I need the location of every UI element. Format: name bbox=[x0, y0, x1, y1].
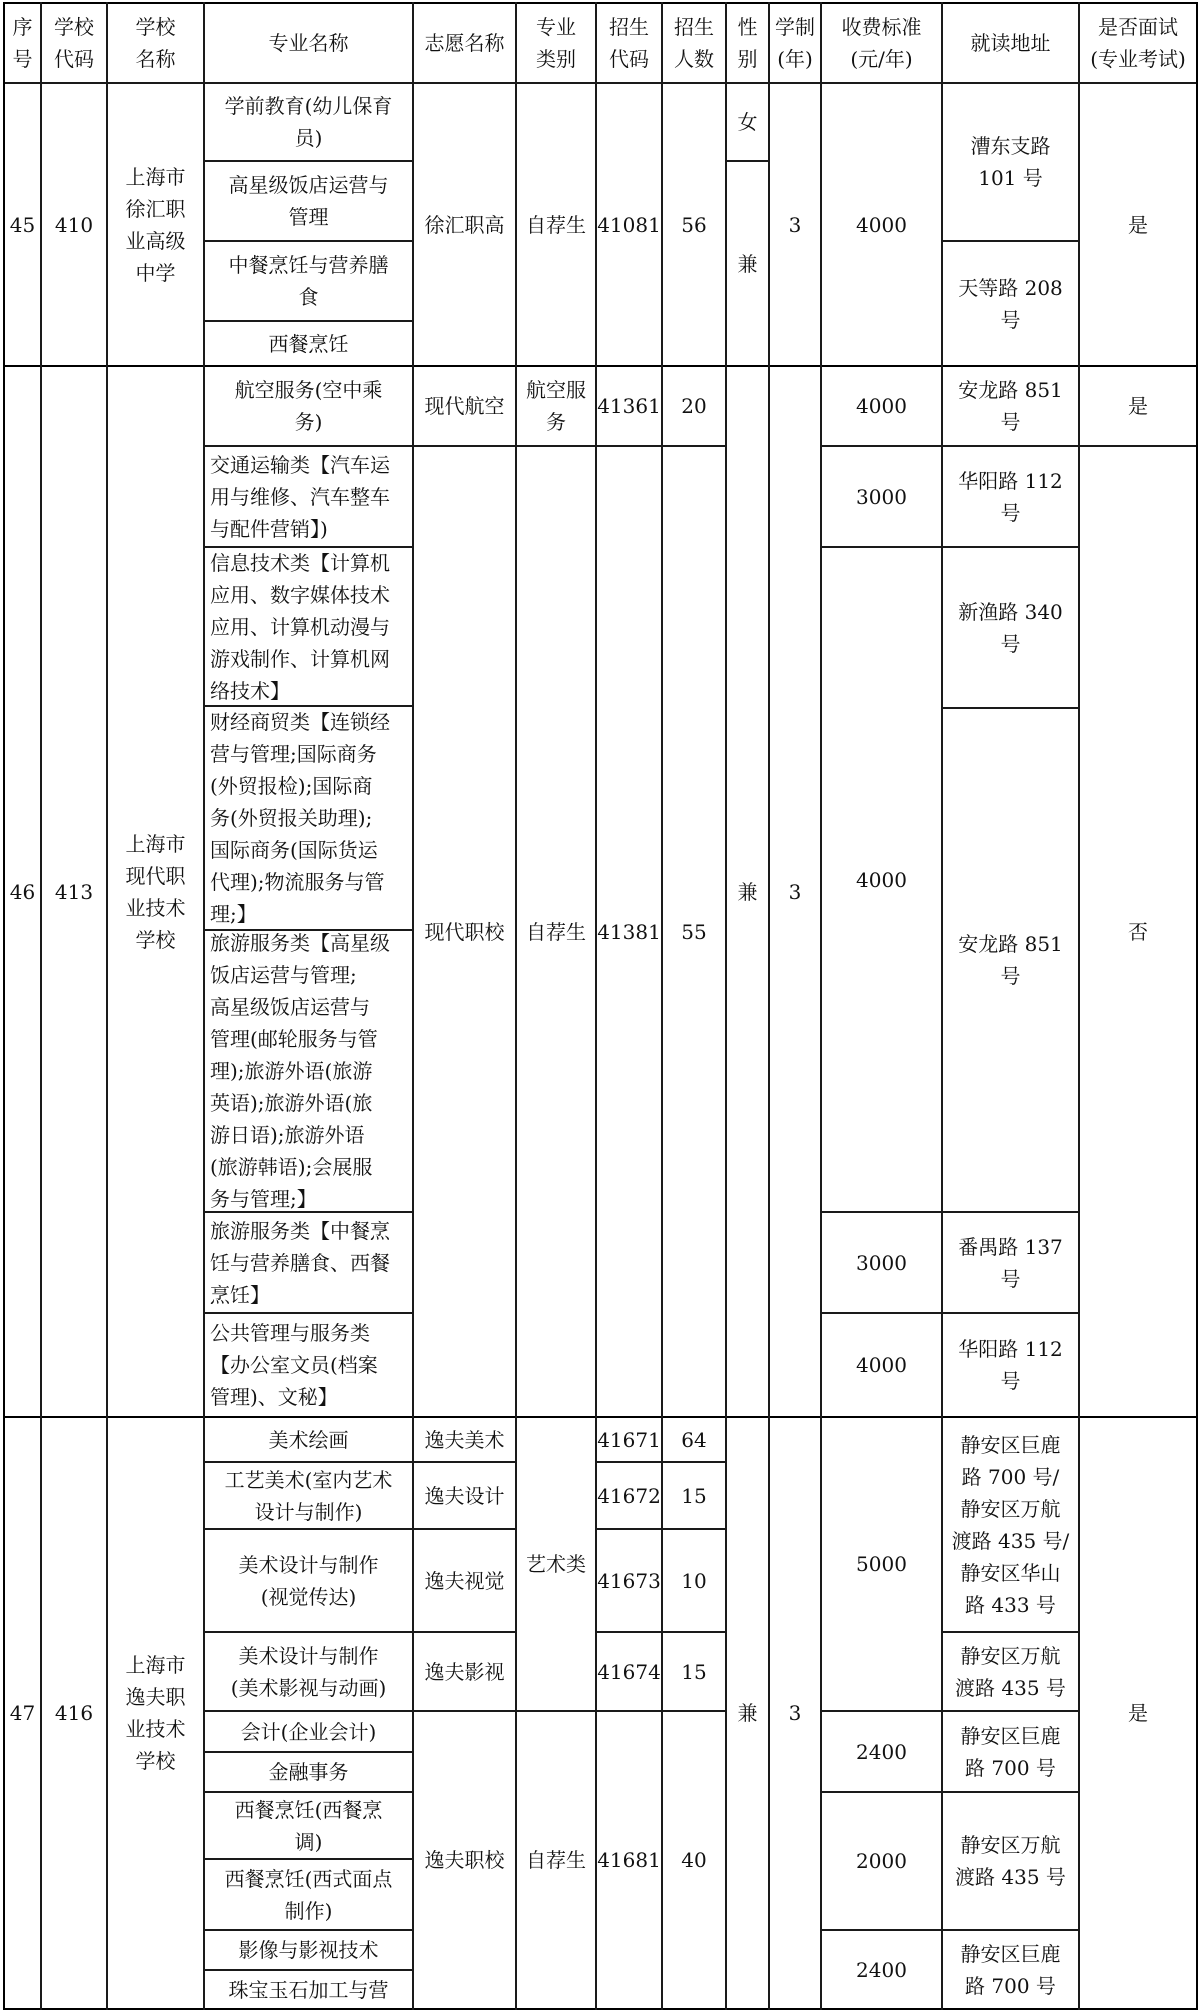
s47-years: 3 bbox=[788, 1701, 802, 1725]
header-enroll-count: 招生 人数 bbox=[674, 15, 714, 71]
s46-enroll-code-2: 41381 bbox=[597, 919, 661, 944]
s47-gender: 兼 bbox=[737, 1701, 758, 1725]
s45-major-2: 高星级饭店运营与 管理 bbox=[228, 173, 389, 229]
grid-line bbox=[40, 2, 42, 2010]
s47-major-6: 金融事务 bbox=[268, 1760, 349, 1784]
s46-interview-1: 是 bbox=[1128, 394, 1148, 418]
s47-major-1: 美术绘画 bbox=[268, 1427, 349, 1452]
s47-major-5: 会计(企业会计) bbox=[240, 1719, 377, 1744]
s47-fee-3: 2000 bbox=[856, 1849, 907, 1873]
s47-school-name: 上海市 逸夫职 业技术 学校 bbox=[125, 1653, 186, 1773]
s46-category-1: 航空服 务 bbox=[526, 378, 586, 434]
s46-enroll-code-1: 41361 bbox=[597, 394, 661, 418]
s47-category-self: 自荐生 bbox=[526, 1848, 586, 1872]
grid-line bbox=[204, 1710, 726, 1712]
grid-line bbox=[204, 929, 413, 931]
s47-seq: 47 bbox=[9, 1701, 36, 1725]
s46-major-1: 航空服务(空中乘 务) bbox=[234, 378, 383, 434]
s46-enroll-count-1: 20 bbox=[681, 394, 707, 418]
s47-wish-1: 逸夫美术 bbox=[424, 1427, 505, 1452]
s45-gender-female: 女 bbox=[737, 110, 758, 134]
grid-line bbox=[204, 1211, 413, 1213]
s46-address-2: 华阳路 112 号 bbox=[958, 468, 1063, 525]
s45-years: 3 bbox=[788, 212, 802, 237]
grid-line bbox=[204, 1969, 413, 1971]
grid-line bbox=[204, 445, 726, 447]
s45-major-3: 中餐烹饪与营养膳 食 bbox=[228, 253, 389, 309]
s46-category-2: 自荐生 bbox=[526, 919, 586, 944]
s47-wish-2: 逸夫设计 bbox=[424, 1483, 505, 1508]
grid-line bbox=[204, 1528, 516, 1530]
grid-line bbox=[725, 2, 727, 2010]
grid-line bbox=[204, 546, 413, 548]
s46-address-5: 番禺路 137 号 bbox=[958, 1234, 1063, 1291]
s45-interview: 是 bbox=[1128, 212, 1148, 237]
grid-line bbox=[204, 160, 413, 162]
s46-major-5: 旅游服务类【高星级 饭店运营与管理; 高星级饭店运营与 管理(邮轮服务与管 理);旅游外语(旅游 英语);旅游外语(旅 游日语);旅游外语 (旅游韩语);会展服 务与管理;】 bbox=[210, 931, 390, 1211]
header-major: 专业名称 bbox=[268, 31, 349, 55]
s46-school-code: 413 bbox=[54, 879, 94, 904]
s47-school-code: 416 bbox=[54, 1701, 94, 1725]
s47-major-4: 美术设计与制作 (美术影视与动画) bbox=[230, 1643, 387, 1700]
s47-enroll-code-2: 41672 bbox=[597, 1483, 661, 1508]
grid-line bbox=[515, 2, 517, 2010]
s45-address-2: 天等路 208 号 bbox=[958, 275, 1063, 332]
s47-fee-2: 2400 bbox=[856, 1739, 907, 1764]
s46-fee-3: 4000 bbox=[856, 867, 907, 892]
s45-address-1: 漕东支路 101 号 bbox=[970, 134, 1051, 190]
grid-line bbox=[942, 1631, 1079, 1633]
s46-address-3: 新渔路 340 号 bbox=[958, 599, 1063, 656]
s46-major-7: 公共管理与服务类 【办公室文员(档案 管理)、文秘】 bbox=[210, 1321, 378, 1409]
s46-wish-2: 现代职校 bbox=[424, 919, 505, 944]
s46-seq: 46 bbox=[9, 879, 36, 904]
s46-major-3: 信息技术类【计算机 应用、数字媒体技术 应用、计算机动漫与 游戏制作、计算机网 络技术】 bbox=[210, 550, 390, 703]
header-category: 专业 类别 bbox=[536, 15, 576, 71]
s45-enroll-count: 56 bbox=[681, 212, 707, 237]
s46-fee-2: 3000 bbox=[856, 484, 907, 509]
s46-school-name: 上海市 现代职 业技术 学校 bbox=[125, 831, 186, 952]
s45-gender-any: 兼 bbox=[737, 251, 758, 276]
s47-category-art: 艺术类 bbox=[526, 1552, 586, 1576]
s45-school-name: 上海市 徐汇职 业高级 中学 bbox=[125, 164, 186, 285]
s46-fee-5: 4000 bbox=[856, 1353, 907, 1377]
s45-school-code: 410 bbox=[54, 212, 94, 237]
grid-line bbox=[204, 1858, 413, 1860]
grid-line bbox=[942, 707, 1079, 709]
s46-wish-1: 现代航空 bbox=[424, 394, 505, 418]
s46-enroll-count-2: 55 bbox=[681, 919, 707, 944]
header-wish: 志愿名称 bbox=[424, 31, 505, 55]
s46-major-4: 财经商贸类【连锁经 营与管理;国际商务 (外贸报检);国际商 务(外贸报关助理); 国际商务(国际货运 代理);物流服务与管 理;】 bbox=[210, 710, 390, 926]
grid-line bbox=[412, 2, 414, 2010]
grid-line bbox=[204, 1929, 413, 1931]
s47-enroll-count-1: 64 bbox=[681, 1427, 707, 1452]
s46-address-1: 安龙路 851 号 bbox=[958, 378, 1063, 434]
s47-fee-4: 2400 bbox=[856, 1957, 907, 1982]
header-enroll-code: 招生 代码 bbox=[609, 15, 649, 71]
s45-wish: 徐汇职高 bbox=[424, 212, 505, 237]
s45-category: 自荐生 bbox=[526, 212, 586, 237]
s47-fee-1: 5000 bbox=[856, 1552, 907, 1576]
grid-line bbox=[820, 2, 822, 2010]
grid-line bbox=[3, 2, 5, 2010]
s47-enroll-count-2: 15 bbox=[681, 1483, 707, 1508]
grid-line bbox=[821, 1929, 1079, 1931]
grid-line bbox=[941, 2, 943, 2010]
header-years: 学制 (年) bbox=[775, 15, 815, 71]
s47-major-3: 美术设计与制作 (视觉传达) bbox=[238, 1552, 379, 1609]
grid-line bbox=[204, 1461, 516, 1463]
grid-line bbox=[204, 320, 413, 322]
grid-line bbox=[106, 2, 108, 2010]
s46-fee-1: 4000 bbox=[856, 394, 907, 418]
s46-major-2: 交通运输类【汽车运 用与维修、汽车整车 与配件营销】) bbox=[210, 452, 390, 541]
grid-line bbox=[204, 705, 413, 707]
grid-line bbox=[3, 2, 1198, 4]
s47-wish-5: 逸夫职校 bbox=[424, 1848, 505, 1872]
grid-line bbox=[942, 240, 1079, 242]
s47-address-4: 静安区万航 渡路 435 号 bbox=[955, 1833, 1066, 1889]
s47-address-1: 静安区巨鹿 路 700 号/ 静安区万航 渡路 435 号/ 静安区华山 路 433 号 bbox=[951, 1432, 1070, 1617]
s47-address-5: 静安区巨鹿 路 700 号 bbox=[960, 1941, 1061, 1998]
grid-line bbox=[821, 546, 1079, 548]
s45-fee: 4000 bbox=[856, 212, 907, 237]
s47-enroll-count-3: 10 bbox=[681, 1568, 707, 1593]
s46-address-4: 安龙路 851 号 bbox=[958, 932, 1063, 988]
s47-major-8: 西餐烹饪(西式面点 制作) bbox=[224, 1866, 393, 1923]
grid-line bbox=[204, 1791, 413, 1793]
s47-major-9: 影像与影视技术 bbox=[238, 1938, 379, 1962]
s45-major-1: 学前教育(幼儿保育 员) bbox=[224, 94, 393, 150]
s46-fee-4: 3000 bbox=[856, 1250, 907, 1275]
s45-major-4: 西餐烹饪 bbox=[268, 331, 349, 356]
s47-enroll-count-4: 15 bbox=[681, 1659, 707, 1684]
grid-line bbox=[821, 1211, 1079, 1213]
s47-major-7: 西餐烹饪(西餐烹 调) bbox=[234, 1797, 383, 1854]
grid-line bbox=[204, 1312, 413, 1314]
grid-line bbox=[1078, 2, 1080, 2010]
s47-major-2: 工艺美术(室内艺术 设计与制作) bbox=[224, 1467, 393, 1524]
grid-line bbox=[3, 1416, 1198, 1418]
grid-line bbox=[1196, 2, 1198, 2010]
grid-line bbox=[204, 1631, 516, 1633]
grid-line bbox=[726, 160, 769, 162]
s47-interview: 是 bbox=[1128, 1701, 1148, 1725]
s45-seq: 45 bbox=[9, 212, 36, 237]
grid-line bbox=[204, 1751, 413, 1753]
s47-enroll-code-1: 41671 bbox=[597, 1427, 661, 1452]
header-seq: 序 号 bbox=[12, 15, 33, 71]
s47-major-10: 珠宝玉石加工与营 bbox=[228, 1977, 389, 2002]
s47-address-3: 静安区巨鹿 路 700 号 bbox=[960, 1723, 1061, 1780]
grid-line bbox=[768, 2, 770, 2010]
grid-line bbox=[3, 82, 1198, 84]
grid-line bbox=[821, 1312, 1079, 1314]
header-school-name: 学校 名称 bbox=[135, 15, 176, 71]
s47-address-2: 静安区万航 渡路 435 号 bbox=[955, 1643, 1066, 1700]
grid-line bbox=[661, 2, 663, 2010]
grid-line bbox=[595, 2, 597, 2010]
s46-gender: 兼 bbox=[737, 879, 758, 904]
header-address: 就读地址 bbox=[970, 31, 1051, 55]
s46-interview-2: 否 bbox=[1128, 919, 1148, 944]
s47-wish-4: 逸夫影视 bbox=[424, 1659, 505, 1684]
grid-line bbox=[204, 240, 413, 242]
s46-address-6: 华阳路 112 号 bbox=[958, 1337, 1063, 1393]
s47-enroll-code-5: 41681 bbox=[597, 1848, 661, 1872]
grid-line bbox=[3, 2008, 1198, 2010]
header-school-code: 学校 代码 bbox=[54, 15, 94, 71]
grid-line bbox=[3, 365, 1198, 367]
s47-wish-3: 逸夫视觉 bbox=[424, 1568, 505, 1593]
header-gender: 性 别 bbox=[737, 15, 758, 71]
grid-line bbox=[821, 1791, 1079, 1793]
s47-enroll-count-5: 40 bbox=[681, 1848, 707, 1872]
s45-enroll-code: 41081 bbox=[597, 212, 661, 237]
s47-enroll-code-4: 41674 bbox=[597, 1659, 661, 1684]
header-interview: 是否面试 (专业考试) bbox=[1090, 15, 1186, 71]
s46-years: 3 bbox=[788, 879, 802, 904]
s46-major-6: 旅游服务类【中餐烹 饪与营养膳食、西餐 烹饪】 bbox=[210, 1218, 390, 1307]
grid-line bbox=[821, 445, 1197, 447]
grid-line bbox=[203, 2, 205, 2010]
grid-line bbox=[821, 1710, 1079, 1712]
header-fee: 收费标准 (元/年) bbox=[841, 15, 922, 71]
s47-enroll-code-3: 41673 bbox=[597, 1568, 661, 1593]
